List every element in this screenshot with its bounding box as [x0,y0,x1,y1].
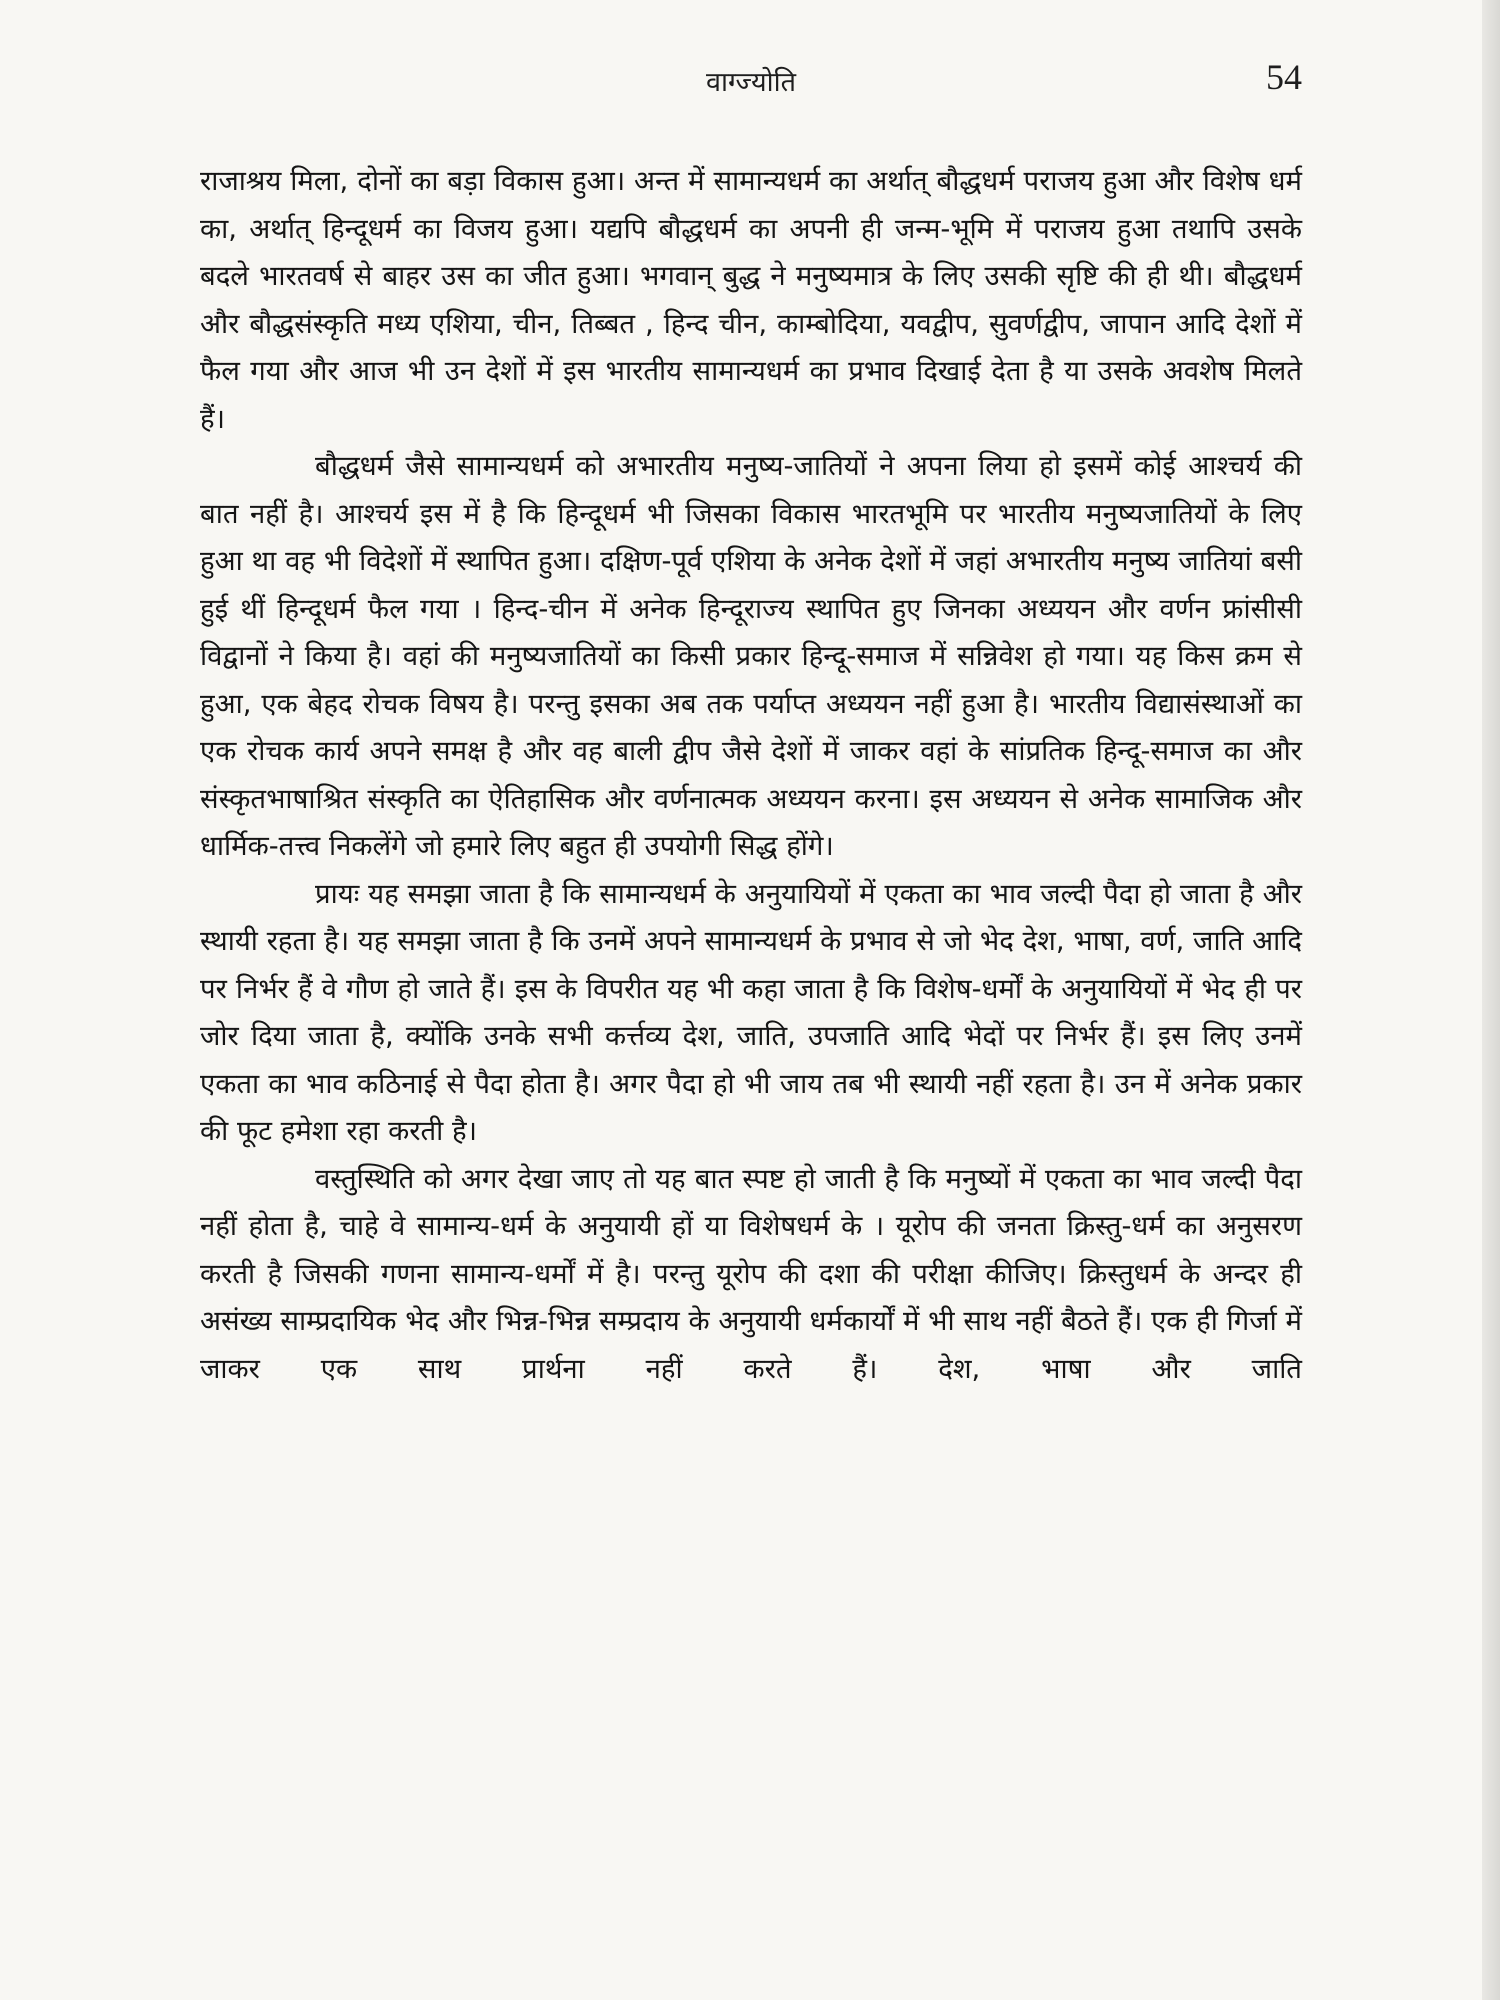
paragraph-2: बौद्धधर्म जैसे सामान्यधर्म को अभारतीय मनुष्य-जातियों ने अपना लिया हो इसमें कोई आश्चर्य की बात नहीं है। आश्चर्य इस में है कि हिन्दूधर्म भी जिसका विकास भारतभूमि पर भारतीय मनुष्यजातियों के लिए हुआ था वह भी विदेशों में स्थापित हुआ। दक्षिण-पूर्व एशिया के अनेक देशों में जहां अभारतीय मनुष्य जातियां बसी हुई थीं हिन्दूधर्म फैल गया । हिन्द-चीन में अनेक हिन्दूराज्य स्थापित हुए जिनका अध्ययन और वर्णन फ्रांसीसी विद्वानों ने किया है। वहां की मनुष्यजातियों का किसी प्रकार हिन्दू-समाज में सन्निवेश हो गया। यह किस क्रम से हुआ, एक बेहद रोचक विषय है। परन्तु इसका अब तक पर्याप्त अध्ययन नहीं हुआ है। भारतीय विद्यासंस्थाओं का एक रोचक कार्य अपने समक्ष है और वह बाली द्वीप जैसे देशों में जाकर वहां के सांप्रतिक हिन्दू-समाज का और संस्कृतभाषाश्रित संस्कृति का ऐतिहासिक और वर्णनात्मक अध्ययन करना। इस अध्ययन से अनेक सामाजिक और धार्मिक-तत्त्व निकलेंगे जो हमारे लिए बहुत ही उपयोगी सिद्ध होंगे। [200,450,1302,862]
running-title: वाग्ज्योति [705,67,797,98]
page-number: 54 [1266,57,1302,97]
page-header [200,57,1302,122]
book-spine-shadow [1482,0,1500,2000]
paragraph-1: राजाश्रय मिला, दोनों का बड़ा विकास हुआ। अन्त में सामान्यधर्म का अर्थात् बौद्धधर्म पराजय हुआ और विशेष धर्म का, अर्थात् हिन्दूधर्म का विजय हुआ। यद्यपि बौद्धधर्म का अपनी ही जन्म-भूमि में पराजय हुआ तथापि उसके बदले भारतवर्ष से बाहर उस का जीत हुआ। भगवान् बुद्ध ने मनुष्यमात्र के लिए उसकी सृष्टि की ही थी। बौद्धधर्म और बौद्धसंस्कृति मध्य एशिया, चीन, तिब्बत , हिन्द चीन, काम्बोदिया, यवद्वीप, सुवर्णद्वीप, जापान आदि देशों में फैल गया और आज भी उन देशों में इस भारतीय सामान्यधर्म का प्रभाव दिखाई देता है या उसके अवशेष मिलते हैं। [200,165,1302,435]
paragraph-3: प्रायः यह समझा जाता है कि सामान्यधर्म के अनुयायियों में एकता का भाव जल्दी पैदा हो जाता है और स्थायी रहता है। यह समझा जाता है कि उनमें अपने सामान्यधर्म के प्रभाव से जो भेद देश, भाषा, वर्ण, जाति आदि पर निर्भर हैं वे गौण हो जाते हैं। इस के विपरीत यह भी कहा जाता है कि विशेष-धर्मों के अनुयायियों में भेद ही पर जोर दिया जाता है, क्योंकि उनके सभी कर्त्तव्य देश, जाति, उपजाति आदि भेदों पर निर्भर हैं। इस लिए उनमें एकता का भाव कठिनाई से पैदा होता है। अगर पैदा हो भी जाय तब भी स्थायी नहीं रहता है। उन में अनेक प्रकार की फूट हमेशा रहा करती है। [200,877,1302,1147]
paragraph-4: वस्तुस्थिति को अगर देखा जाए तो यह बात स्पष्ट हो जाती है कि मनुष्यों में एकता का भाव जल्दी पैदा नहीं होता है, चाहे वे सामान्य-धर्म के अनुयायी हों या विशेषधर्म के । यूरोप की जनता क्रिस्तु-धर्म का अनुसरण करती है जिसकी गणना सामान्य-धर्मों में है। परन्तु यूरोप की दशा की परीक्षा कीजिए। क्रिस्तुधर्म के अन्दर ही असंख्य साम्प्रदायिक भेद और भिन्न-भिन्न सम्प्रदाय के अनुयायी धर्मकार्यों में भी साथ नहीं बैठते हैं। एक ही गिर्जा में जाकर एक साथ प्रार्थना नहीं करते हैं। देश, भाषा और जाति [200,1162,1302,1385]
body-text [200,158,1302,1393]
